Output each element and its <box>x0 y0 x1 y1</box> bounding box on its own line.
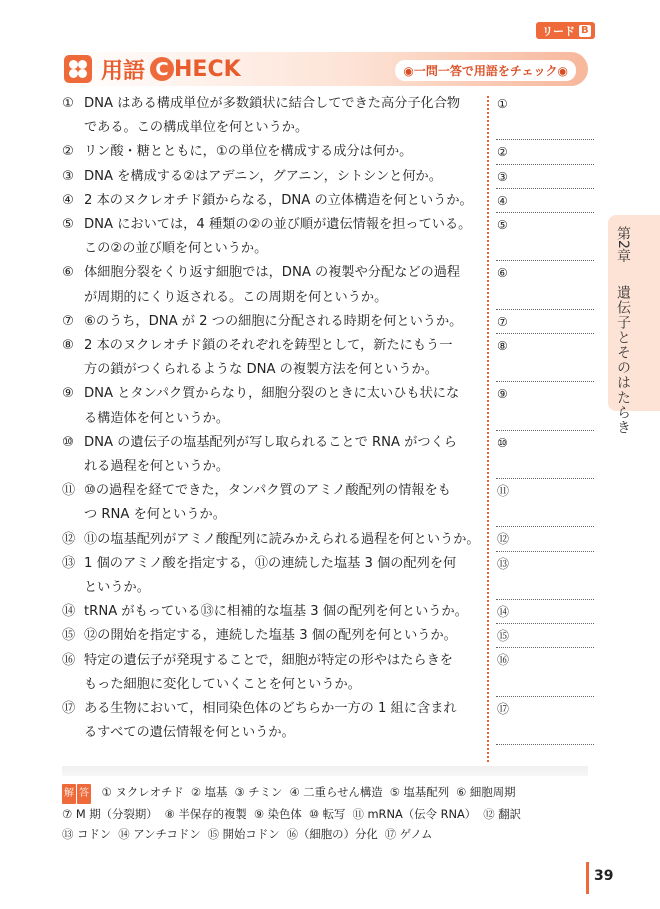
answer-blank-list <box>496 92 594 745</box>
question-number: ⑰ <box>62 701 76 717</box>
section-title <box>101 55 241 83</box>
answer-label-a: 解 <box>62 784 76 804</box>
question-number: ② <box>62 144 74 160</box>
question-text: tRNA がもっている⑬に相補的な塩基 3 個の配列を何というか。 <box>84 604 468 620</box>
question-number: ⑬ <box>62 555 76 571</box>
chapter-number: 第2章 <box>615 226 631 263</box>
answer-label-b: 答 <box>77 784 91 804</box>
section-title-rest: HECK <box>174 56 241 82</box>
question-item <box>62 431 482 479</box>
question-number <box>62 673 84 697</box>
answer-key-row <box>62 824 588 844</box>
question-item <box>62 140 482 164</box>
question-item <box>62 92 482 140</box>
question-text: ある生物において，相同染色体のどちらか一方の 1 組に含まれ <box>84 701 457 717</box>
question-number <box>62 116 84 140</box>
question-text: 1 個のアミノ酸を指定する，⑪の連続した塩基 3 個の配列を何 <box>84 555 457 571</box>
answer-blank-number: ⑮ <box>497 629 510 644</box>
question-text: もった細胞に変化していくことを何というか。 <box>84 676 361 692</box>
section-title-c: C <box>150 57 174 81</box>
answer-key-item: ⑯（細胞の）分化 <box>286 827 378 841</box>
separator-band <box>62 766 588 776</box>
question-number <box>62 576 84 600</box>
answer-key-item: ① ヌクレオチド <box>101 785 184 799</box>
answer-key-row <box>62 804 588 824</box>
question-text: この②の並び順を何というか。 <box>84 241 268 257</box>
question-number <box>62 358 84 382</box>
answer-blank[interactable] <box>496 334 594 382</box>
question-number: ③ <box>62 168 74 184</box>
question-text: ⑫の開始を指定する，連続した塩基 3 個の配列を何というか。 <box>84 628 457 644</box>
answer-blank[interactable] <box>496 648 594 696</box>
question-number <box>62 237 84 261</box>
answer-blank-number: ⑫ <box>497 532 510 547</box>
question-text: ⑥のうち，DNA が 2 つの細胞に分配される時期を何というか。 <box>84 313 463 329</box>
question-number: ⑤ <box>62 217 74 233</box>
answer-blank[interactable] <box>496 165 594 189</box>
question-number: ⑭ <box>62 604 76 620</box>
question-text: DNA においては，4 種類の②の並び順が遺伝情報を担っている。 <box>84 217 472 233</box>
question-number: ⑨ <box>62 386 74 402</box>
question-number <box>62 721 84 745</box>
page-number-rule <box>586 862 589 894</box>
question-item <box>62 165 482 189</box>
question-text: ⑪の塩基配列がアミノ酸配列に読みかえられる過程を何というか。 <box>84 531 480 547</box>
answer-blank-number: ⑩ <box>497 435 508 450</box>
answer-key-item: ⑮ 開始コドン <box>207 827 280 841</box>
answer-key <box>62 782 588 844</box>
lead-badge-text: リード <box>542 24 575 38</box>
question-text: 方の鎖がつくられるような DNA の複製方法を何というか。 <box>84 362 438 378</box>
question-number <box>62 503 84 527</box>
question-text: DNA を構成する②はアデニン，グアニン，シトシンと何か。 <box>84 168 442 184</box>
answer-key-item: ⑬ コドン <box>62 827 112 841</box>
lead-badge-letter: B <box>581 24 589 36</box>
answer-blank[interactable] <box>496 431 594 479</box>
question-number: ⑫ <box>62 531 76 547</box>
answer-key-item: ⑫ 翻訳 <box>483 807 521 821</box>
question-text: である。この構成単位を何というか。 <box>84 120 309 136</box>
answer-blank-number: ⑥ <box>497 266 508 281</box>
question-number: ④ <box>62 192 74 208</box>
question-number: ⑧ <box>62 338 74 354</box>
question-number <box>62 455 84 479</box>
question-item <box>62 382 482 430</box>
question-text: 2 本のヌクレオチド鎖からなる，DNA の立体構造を何というか。 <box>84 192 473 208</box>
question-item <box>62 213 482 261</box>
question-text: ⑩の過程を経てできた，タンパク質のアミノ酸配列の情報をも <box>84 483 451 499</box>
lead-badge <box>536 22 595 39</box>
answer-blank[interactable] <box>496 140 594 164</box>
answer-key-item: ⑦ M 期（分裂期） <box>62 807 158 821</box>
answer-blank[interactable] <box>496 213 594 261</box>
answer-blank[interactable] <box>496 310 594 334</box>
question-number: ① <box>62 96 74 111</box>
answer-blank-number: ① <box>497 97 508 111</box>
question-item <box>62 334 482 382</box>
question-text: るすべての遺伝情報を何というか。 <box>84 725 295 741</box>
answer-blank[interactable] <box>496 527 594 551</box>
question-text: つ RNA を何というか。 <box>84 507 226 523</box>
answer-key-item: ⑤ 塩基配列 <box>389 785 450 799</box>
answer-blank[interactable] <box>496 697 594 745</box>
question-list <box>62 92 482 745</box>
question-number: ⑪ <box>62 483 76 499</box>
answer-key-row <box>62 782 588 804</box>
question-item <box>62 528 482 552</box>
section-title-prefix: 用語 <box>101 58 146 84</box>
four-dots-icon <box>64 55 92 83</box>
chapter-title: 遺伝子とそのはたらき <box>615 285 631 435</box>
answer-key-item: ② 塩基 <box>190 785 228 799</box>
question-text: DNA とタンパク質からなり，細胞分裂のときに太いひも状にな <box>84 386 460 402</box>
section-subtitle: ◉一問一答で用語をチェック◉ <box>395 60 576 81</box>
question-text: 特定の遺伝子が発現することで，細胞が特定の形やはたらきを <box>84 652 453 668</box>
question-item <box>62 649 482 697</box>
answer-blank[interactable] <box>496 189 594 213</box>
question-text: というか。 <box>84 580 150 596</box>
question-number <box>62 286 84 310</box>
question-item <box>62 479 482 527</box>
answer-blank-number: ⑯ <box>497 653 510 668</box>
answer-blank-number: ⑨ <box>497 387 508 402</box>
answer-blank-number: ③ <box>497 169 508 184</box>
question-item <box>62 697 482 745</box>
answer-key-item: ⑩ 転写 <box>308 807 346 821</box>
column-divider <box>487 96 489 762</box>
answer-key-item: ③ チミン <box>234 785 283 799</box>
answer-blank-number: ⑭ <box>497 605 510 620</box>
page-number: 39 <box>594 868 614 884</box>
answer-blank[interactable] <box>496 600 594 624</box>
question-item <box>62 600 482 624</box>
question-text: リン酸・糖とともに，①の単位を構成する成分は何か。 <box>84 144 413 160</box>
question-item <box>62 261 482 309</box>
answer-blank-number: ④ <box>497 193 508 208</box>
question-number: ⑦ <box>62 313 74 329</box>
answer-key-item: ⑪ mRNA（伝令 RNA） <box>352 807 477 821</box>
question-text: 2 本のヌクレオチド鎖のそれぞれを鋳型として，新たにもう一 <box>84 338 453 354</box>
answer-blank-number: ⑤ <box>497 217 508 232</box>
answer-blank-number: ⑧ <box>497 338 508 353</box>
answer-blank[interactable] <box>496 382 594 430</box>
answer-key-item: ⑰ ゲノム <box>384 827 433 841</box>
answer-key-item: ⑥ 細胞周期 <box>456 785 516 799</box>
answer-key-item: ⑭ アンチコドン <box>118 827 201 841</box>
answer-blank-number: ⑪ <box>497 484 510 499</box>
question-item <box>62 310 482 334</box>
answer-blank[interactable] <box>496 261 594 309</box>
question-text: 体細胞分裂をくり返す細胞では，DNA の複製や分配などの過程 <box>84 265 461 281</box>
question-item <box>62 552 482 600</box>
answer-key-item: ⑧ 半保存的複製 <box>164 807 247 821</box>
question-item <box>62 189 482 213</box>
question-text: が周期的にくり返される。この周期を何というか。 <box>84 289 388 305</box>
question-item <box>62 624 482 648</box>
answer-blank[interactable] <box>496 92 594 140</box>
question-number: ⑩ <box>62 434 74 450</box>
question-number: ⑮ <box>62 628 76 644</box>
answer-blank-number: ⑰ <box>497 701 510 716</box>
question-text: DNA はある構成単位が多数鎖状に結合してできた高分子化合物 <box>84 96 461 111</box>
answer-key-item: ⑨ 染色体 <box>253 807 302 821</box>
question-text: る構造体を何というか。 <box>84 410 230 426</box>
answer-blank[interactable] <box>496 479 594 527</box>
answer-blank[interactable] <box>496 552 594 600</box>
question-number: ⑥ <box>62 265 74 281</box>
answer-blank[interactable] <box>496 624 594 648</box>
answer-blank-number: ② <box>497 145 508 160</box>
answer-blank-number: ⑬ <box>497 556 510 571</box>
question-text: DNA の遺伝子の塩基配列が写し取られることで RNA がつくら <box>84 434 457 450</box>
question-text: れる過程を何というか。 <box>84 459 230 475</box>
question-number: ⑯ <box>62 652 76 668</box>
answer-key-item: ④ 二重らせん構造 <box>289 785 383 799</box>
question-number <box>62 407 84 431</box>
answer-blank-number: ⑦ <box>497 314 508 329</box>
